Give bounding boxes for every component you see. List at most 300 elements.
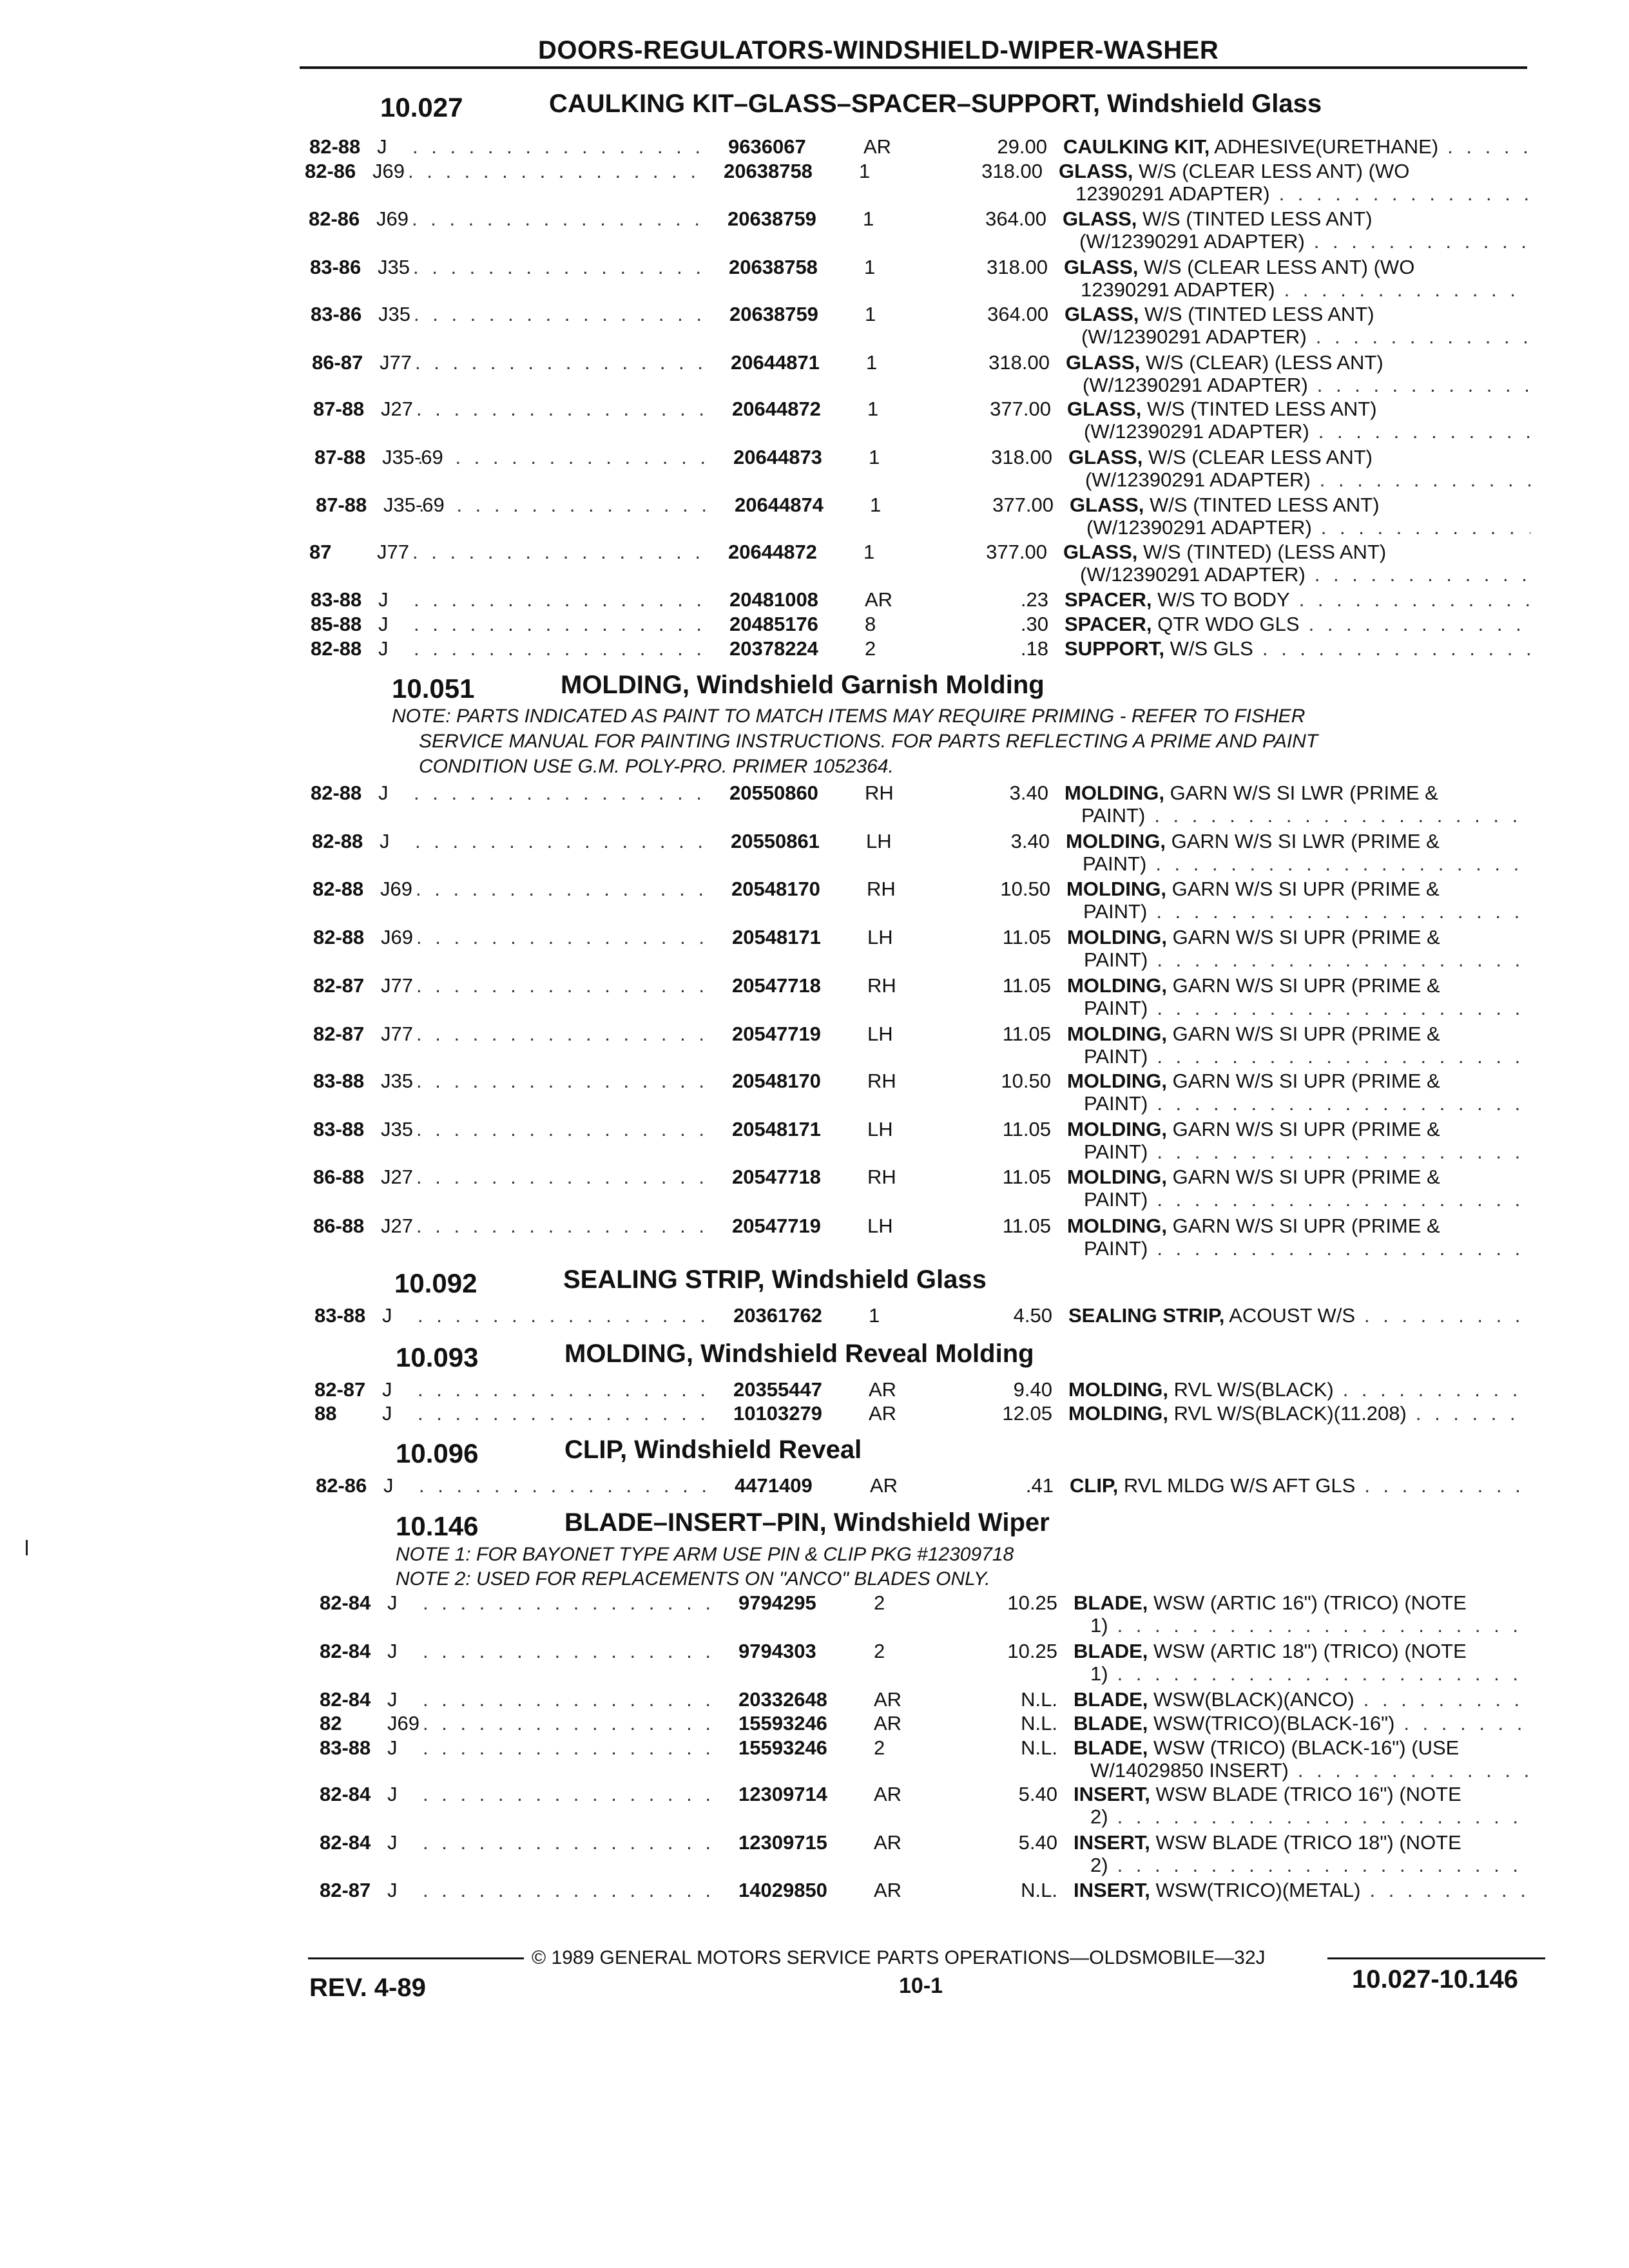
footer-range: 10.027-10.146	[1352, 1965, 1519, 1994]
description-text: WSW (ARTIC 16") (TRICO) (NOTE	[1153, 1591, 1467, 1614]
model-years: 86-88	[313, 1166, 365, 1188]
part-row	[314, 1378, 1530, 1404]
part-row	[320, 1712, 1530, 1738]
leader-dots	[419, 1474, 715, 1497]
part-number: 20361762	[733, 1304, 822, 1327]
part-number: 20332648	[738, 1688, 827, 1711]
model-years: 82-84	[320, 1831, 371, 1854]
model-years: 87-88	[316, 494, 367, 516]
model-years: 82-88	[311, 782, 362, 804]
part-row	[314, 1304, 1530, 1330]
part-description	[1067, 1215, 1440, 1238]
leader-dots	[418, 1304, 714, 1327]
price: 11.05	[1002, 1166, 1051, 1188]
description-text: WSW BLADE (TRICO 16") (NOTE	[1155, 1783, 1461, 1805]
price: 377.00	[986, 541, 1047, 563]
description-text: W/S (TINTED LESS ANT)	[1150, 494, 1380, 516]
part-name: MOLDING,	[1067, 1215, 1167, 1237]
quantity: RH	[867, 974, 896, 997]
part-name: CLIP,	[1070, 1474, 1119, 1497]
body-style: J69	[372, 160, 405, 182]
part-row	[309, 207, 1530, 253]
part-row	[313, 1118, 1530, 1163]
body-style: J	[382, 1304, 392, 1327]
part-name: GLASS,	[1059, 160, 1133, 182]
part-description	[1065, 613, 1300, 636]
part-row	[313, 1215, 1530, 1260]
body-style: J77	[380, 351, 412, 374]
trailing-leader-dots	[1154, 804, 1530, 829]
part-description	[1067, 1166, 1440, 1189]
price: .23	[1020, 588, 1048, 611]
part-row	[314, 446, 1530, 491]
part-description	[1068, 1304, 1355, 1327]
part-description	[1065, 637, 1253, 660]
quantity: AR	[869, 1402, 897, 1425]
part-name: BLADE,	[1074, 1736, 1148, 1759]
part-number: 9794295	[738, 1591, 816, 1614]
part-number: 10103279	[733, 1402, 822, 1425]
part-name: INSERT,	[1074, 1831, 1150, 1854]
description-continued: (W/12390291 ADAPTER)	[1080, 563, 1306, 586]
part-row	[313, 974, 1530, 1019]
part-description	[1063, 541, 1386, 564]
description-continued: 12390291 ADAPTER)	[1081, 278, 1275, 301]
body-style: J69	[387, 1712, 419, 1735]
leader-dots	[423, 1712, 719, 1735]
part-row	[316, 494, 1530, 539]
model-years: 83-86	[311, 303, 362, 325]
description-continued: PAINT)	[1084, 1045, 1148, 1068]
part-name: SPACER,	[1065, 588, 1152, 611]
model-years: 82-88	[312, 830, 363, 852]
body-style: J	[387, 1736, 398, 1759]
quantity: 1	[866, 351, 878, 374]
leader-dots	[416, 1215, 713, 1238]
quantity: 2	[874, 1591, 885, 1614]
model-years: 82-87	[314, 1378, 366, 1401]
leader-dots	[416, 878, 712, 901]
body-style: J27	[381, 1215, 413, 1237]
part-description	[1074, 1712, 1394, 1735]
part-description	[1063, 207, 1373, 231]
trailing-leader-dots	[1117, 1614, 1530, 1639]
body-style: J27	[381, 1166, 413, 1188]
part-description	[1067, 974, 1440, 997]
model-years: 87	[309, 541, 332, 563]
footer-rule-right	[1327, 1957, 1545, 1959]
quantity: RH	[867, 878, 896, 900]
part-row	[320, 1736, 1530, 1782]
quantity: 1	[859, 160, 871, 182]
leader-dots	[416, 974, 713, 997]
part-row	[311, 782, 1530, 827]
part-description	[1063, 135, 1438, 159]
model-years: 87-88	[313, 398, 365, 420]
price: 10.50	[1001, 1070, 1051, 1092]
price: 11.05	[1002, 926, 1051, 948]
part-number: 20644874	[735, 494, 824, 516]
section-number: 10.096	[396, 1438, 479, 1468]
price: 318.00	[991, 446, 1052, 468]
part-description	[1070, 1474, 1355, 1497]
description-text: GARN W/S SI UPR (PRIME &	[1172, 1070, 1440, 1092]
price: 11.05	[1002, 1023, 1051, 1045]
description-continued: (W/12390291 ADAPTER)	[1085, 468, 1311, 491]
model-years: 82-84	[320, 1783, 371, 1805]
section-number: 10.051	[392, 673, 475, 704]
part-description	[1067, 398, 1377, 421]
quantity: 2	[874, 1640, 885, 1662]
trailing-leader-dots	[1317, 374, 1530, 398]
quantity: 1	[869, 1304, 880, 1327]
description-text: GARN W/S SI UPR (PRIME &	[1172, 1118, 1440, 1140]
part-description	[1067, 926, 1440, 949]
part-row	[314, 1402, 1530, 1428]
part-name: SUPPORT,	[1065, 637, 1165, 660]
body-style: J	[380, 830, 390, 852]
description-text: W/S (TINTED) (LESS ANT)	[1143, 541, 1387, 563]
body-style: J35	[381, 1070, 413, 1092]
part-row	[309, 541, 1530, 586]
trailing-leader-dots	[1318, 420, 1530, 445]
part-name: MOLDING,	[1067, 1023, 1167, 1045]
part-number: 14029850	[738, 1879, 827, 1901]
part-description	[1065, 303, 1374, 326]
model-years: 82-86	[316, 1474, 367, 1497]
description-text: RVL W/S(BLACK)	[1173, 1378, 1334, 1401]
part-name: BLADE,	[1074, 1591, 1148, 1614]
price: 364.00	[987, 303, 1048, 325]
price: 29.00	[997, 135, 1047, 158]
description-text: W/S (CLEAR LESS ANT)	[1148, 446, 1373, 468]
model-years: 82-84	[320, 1591, 371, 1614]
part-name: BLADE,	[1074, 1640, 1148, 1662]
price: 3.40	[1009, 782, 1048, 804]
part-row	[320, 1879, 1530, 1905]
section-note: NOTE: PARTS INDICATED AS PAINT TO MATCH ITEMS MAY REQUIRE PRIMING - REFER TO FISHER	[392, 706, 1306, 727]
description-continued: (W/12390291 ADAPTER)	[1084, 420, 1309, 443]
leader-dots	[413, 256, 709, 279]
body-style: J35	[381, 1118, 413, 1140]
model-years: 82-87	[320, 1879, 371, 1901]
part-description	[1074, 1831, 1461, 1854]
body-style: J77	[381, 1023, 413, 1045]
leader-dots	[423, 1879, 719, 1902]
part-number: 20644872	[728, 541, 817, 563]
part-name: GLASS,	[1064, 256, 1139, 278]
body-style: J	[387, 1783, 398, 1805]
part-name: MOLDING,	[1067, 1166, 1167, 1188]
trailing-leader-dots	[1156, 900, 1530, 925]
part-name: SPACER,	[1065, 613, 1152, 635]
price: .41	[1025, 1474, 1054, 1497]
description-text: RVL MLDG W/S AFT GLS	[1123, 1474, 1356, 1497]
trailing-leader-dots	[1403, 1712, 1530, 1736]
body-style: J	[382, 1402, 392, 1425]
part-row	[311, 588, 1530, 614]
description-continued: PAINT)	[1084, 948, 1148, 971]
part-name: MOLDING,	[1065, 782, 1164, 804]
body-style: J77	[377, 541, 409, 563]
description-text: W/S (CLEAR LESS ANT) (WO	[1139, 160, 1410, 182]
leader-dots	[416, 398, 713, 421]
description-continued: 12390291 ADAPTER)	[1075, 182, 1270, 205]
part-name: GLASS,	[1068, 446, 1143, 468]
part-description	[1066, 830, 1440, 853]
description-continued: W/14029850 INSERT)	[1090, 1759, 1289, 1782]
part-name: MOLDING,	[1066, 830, 1166, 852]
body-style: J	[378, 637, 389, 660]
part-number: 20644871	[731, 351, 820, 374]
price: .18	[1020, 637, 1048, 660]
leader-dots	[414, 613, 710, 636]
body-style: J35-69	[383, 494, 445, 516]
quantity: LH	[866, 830, 892, 852]
trailing-leader-dots	[1279, 182, 1530, 207]
part-name: MOLDING,	[1066, 878, 1166, 900]
leader-dots	[414, 782, 710, 805]
description-continued: 2)	[1090, 1854, 1108, 1876]
part-number: 20355447	[733, 1378, 822, 1401]
leader-dots	[414, 637, 710, 660]
part-number: 20644873	[733, 446, 822, 468]
quantity: LH	[867, 1023, 893, 1045]
description-text: WSW(BLACK)(ANCO)	[1153, 1688, 1354, 1711]
trailing-leader-dots	[1364, 1474, 1530, 1499]
price: 11.05	[1002, 1215, 1051, 1237]
section-number: 10.027	[380, 92, 463, 122]
description-text: ADHESIVE(URETHANE)	[1214, 135, 1439, 158]
margin-mark	[26, 1540, 28, 1555]
part-name: GLASS,	[1063, 541, 1138, 563]
part-name: MOLDING,	[1068, 1378, 1168, 1401]
part-row	[313, 1023, 1530, 1068]
title-rule	[300, 66, 1527, 69]
part-description	[1074, 1736, 1459, 1760]
price: 9.40	[1013, 1378, 1052, 1401]
quantity: LH	[867, 1215, 893, 1237]
quantity: AR	[874, 1783, 902, 1805]
model-years: 82-86	[305, 160, 356, 182]
quantity: AR	[874, 1688, 902, 1711]
part-number: 20547719	[732, 1215, 821, 1237]
trailing-leader-dots	[1447, 135, 1530, 160]
description-text: W/S TO BODY	[1157, 588, 1290, 611]
section-note: NOTE 2: USED FOR REPLACEMENTS ON "ANCO" BLADES ONLY.	[396, 1568, 990, 1590]
trailing-leader-dots	[1343, 1378, 1530, 1403]
description-text: W/S (TINTED LESS ANT)	[1147, 398, 1377, 420]
part-row	[313, 398, 1530, 443]
section-title: CLIP, Windshield Reveal	[564, 1436, 862, 1464]
description-text: GARN W/S SI UPR (PRIME &	[1171, 878, 1440, 900]
part-row	[316, 1474, 1530, 1500]
model-years: 87-88	[314, 446, 366, 468]
part-description	[1074, 1591, 1467, 1615]
model-years: 86-88	[313, 1215, 365, 1237]
description-continued: (W/12390291 ADAPTER)	[1081, 325, 1307, 348]
part-row	[320, 1831, 1530, 1876]
footer-copyright: © 1989 GENERAL MOTORS SERVICE PARTS OPERATIONS—OLDSMOBILE—32J	[532, 1947, 1266, 1968]
body-style: J69	[376, 207, 409, 230]
quantity: AR	[863, 135, 892, 158]
part-name: GLASS,	[1063, 207, 1137, 230]
quantity: 1	[864, 256, 876, 278]
price: 4.50	[1013, 1304, 1052, 1327]
part-row	[313, 1070, 1530, 1115]
part-number: 20485176	[729, 613, 818, 635]
description-text: GARN W/S SI UPR (PRIME &	[1172, 1166, 1440, 1188]
description-text: GARN W/S SI UPR (PRIME &	[1172, 974, 1440, 997]
part-description	[1065, 782, 1438, 805]
price: 5.40	[1018, 1831, 1057, 1854]
model-years: 83-88	[313, 1070, 365, 1092]
part-name: INSERT,	[1074, 1783, 1150, 1805]
description-text: W/S (TINTED LESS ANT)	[1144, 303, 1374, 325]
part-row	[320, 1688, 1530, 1714]
trailing-leader-dots	[1316, 325, 1530, 350]
leader-dots	[423, 1736, 719, 1760]
price: N.L.	[1021, 1879, 1057, 1901]
part-row	[313, 926, 1530, 971]
model-years: 82-88	[311, 637, 362, 660]
description-text: WSW BLADE (TRICO 18") (NOTE	[1155, 1831, 1461, 1854]
price: 318.00	[987, 256, 1048, 278]
section-number: 10.093	[396, 1342, 479, 1372]
part-row	[310, 256, 1530, 301]
leader-dots	[408, 160, 704, 183]
leader-dots	[416, 1118, 713, 1141]
part-description	[1070, 494, 1380, 517]
part-name: GLASS,	[1067, 398, 1142, 420]
quantity: 1	[867, 398, 879, 420]
description-text: W/S (CLEAR LESS ANT) (WO	[1144, 256, 1415, 278]
description-continued: PAINT)	[1084, 1237, 1148, 1260]
trailing-leader-dots	[1321, 516, 1530, 541]
model-years: 82-86	[309, 207, 360, 230]
trailing-leader-dots	[1117, 1805, 1530, 1830]
part-description	[1066, 878, 1440, 901]
model-years: 82-84	[320, 1688, 371, 1711]
quantity: AR	[874, 1712, 902, 1735]
leader-dots	[423, 1783, 719, 1806]
trailing-leader-dots	[1284, 278, 1530, 303]
part-row	[311, 637, 1530, 663]
description-continued: PAINT)	[1084, 1092, 1148, 1115]
part-description	[1067, 1118, 1440, 1141]
trailing-leader-dots	[1117, 1854, 1530, 1878]
part-description	[1067, 1070, 1440, 1093]
price: 10.25	[1007, 1591, 1057, 1614]
quantity: LH	[867, 926, 893, 948]
part-name: MOLDING,	[1067, 926, 1167, 948]
body-style: J35	[378, 256, 410, 278]
trailing-leader-dots	[1314, 230, 1530, 255]
leader-dots	[418, 1402, 714, 1425]
leader-dots	[415, 830, 711, 853]
trailing-leader-dots	[1157, 1188, 1530, 1213]
leader-dots	[416, 1070, 713, 1093]
description-continued: PAINT)	[1084, 997, 1148, 1019]
section-title: SEALING STRIP, Windshield Glass	[563, 1265, 987, 1294]
leader-dots	[423, 1688, 719, 1711]
trailing-leader-dots	[1157, 948, 1530, 973]
leader-dots	[423, 1591, 719, 1615]
price: .30	[1020, 613, 1048, 635]
page-title: DOORS-REGULATORS-WINDSHIELD-WIPER-WASHER	[538, 36, 1219, 64]
section-note: SERVICE MANUAL FOR PAINTING INSTRUCTIONS. FOR PARTS REFLECTING A PRIME AND PAINT	[419, 731, 1318, 752]
model-years: 82-84	[320, 1640, 371, 1662]
part-description	[1074, 1879, 1360, 1902]
quantity: 1	[865, 303, 876, 325]
price: N.L.	[1021, 1688, 1057, 1711]
description-text: WSW (TRICO) (BLACK-16") (USE	[1153, 1736, 1460, 1759]
body-style: J	[378, 782, 389, 804]
model-years: 82-87	[313, 1023, 365, 1045]
leader-dots	[414, 303, 710, 326]
body-style: J	[387, 1879, 398, 1901]
leader-dots	[416, 926, 713, 949]
quantity: 8	[865, 613, 876, 635]
model-years: 83-88	[313, 1118, 365, 1140]
part-number: 20548170	[731, 878, 820, 900]
model-years: 82-88	[313, 878, 364, 900]
body-style: J	[383, 1474, 394, 1497]
part-name: MOLDING,	[1067, 1070, 1167, 1092]
trailing-leader-dots	[1299, 588, 1530, 613]
part-description	[1074, 1688, 1354, 1711]
trailing-leader-dots	[1315, 563, 1530, 588]
price: N.L.	[1021, 1712, 1057, 1735]
part-number: 20638759	[728, 207, 816, 230]
price: 377.00	[990, 398, 1051, 420]
description-continued: PAINT)	[1084, 1140, 1148, 1163]
price: 377.00	[992, 494, 1054, 516]
model-years: 82	[320, 1712, 342, 1735]
part-row	[305, 160, 1530, 205]
quantity: 2	[865, 637, 876, 660]
trailing-leader-dots	[1157, 997, 1530, 1021]
footer-revision: REV. 4-89	[309, 1974, 426, 2002]
model-years: 83-88	[314, 1304, 366, 1327]
part-number: 15593246	[738, 1736, 827, 1759]
quantity: AR	[874, 1831, 902, 1854]
body-style: J	[377, 135, 387, 158]
trailing-leader-dots	[1155, 852, 1530, 877]
description-continued: PAINT)	[1081, 804, 1146, 827]
leader-dots	[419, 494, 715, 517]
body-style: J	[387, 1831, 398, 1854]
quantity: LH	[867, 1118, 893, 1140]
description-text: W/S GLS	[1170, 637, 1253, 660]
part-number: 20550860	[729, 782, 818, 804]
quantity: 1	[863, 207, 874, 230]
part-description	[1064, 256, 1414, 279]
part-description	[1068, 1402, 1407, 1425]
quantity: 2	[874, 1736, 885, 1759]
part-number: 15593246	[738, 1712, 827, 1735]
model-years: 85-88	[311, 613, 362, 635]
price: N.L.	[1021, 1736, 1057, 1759]
part-row	[312, 351, 1530, 396]
part-number: 20638758	[724, 160, 813, 182]
model-years: 82-88	[313, 926, 365, 948]
part-number: 20638759	[729, 303, 818, 325]
part-number: 9636067	[728, 135, 806, 158]
description-continued: PAINT)	[1083, 852, 1147, 875]
part-name: GLASS,	[1066, 351, 1141, 374]
body-style: J	[382, 1378, 392, 1401]
